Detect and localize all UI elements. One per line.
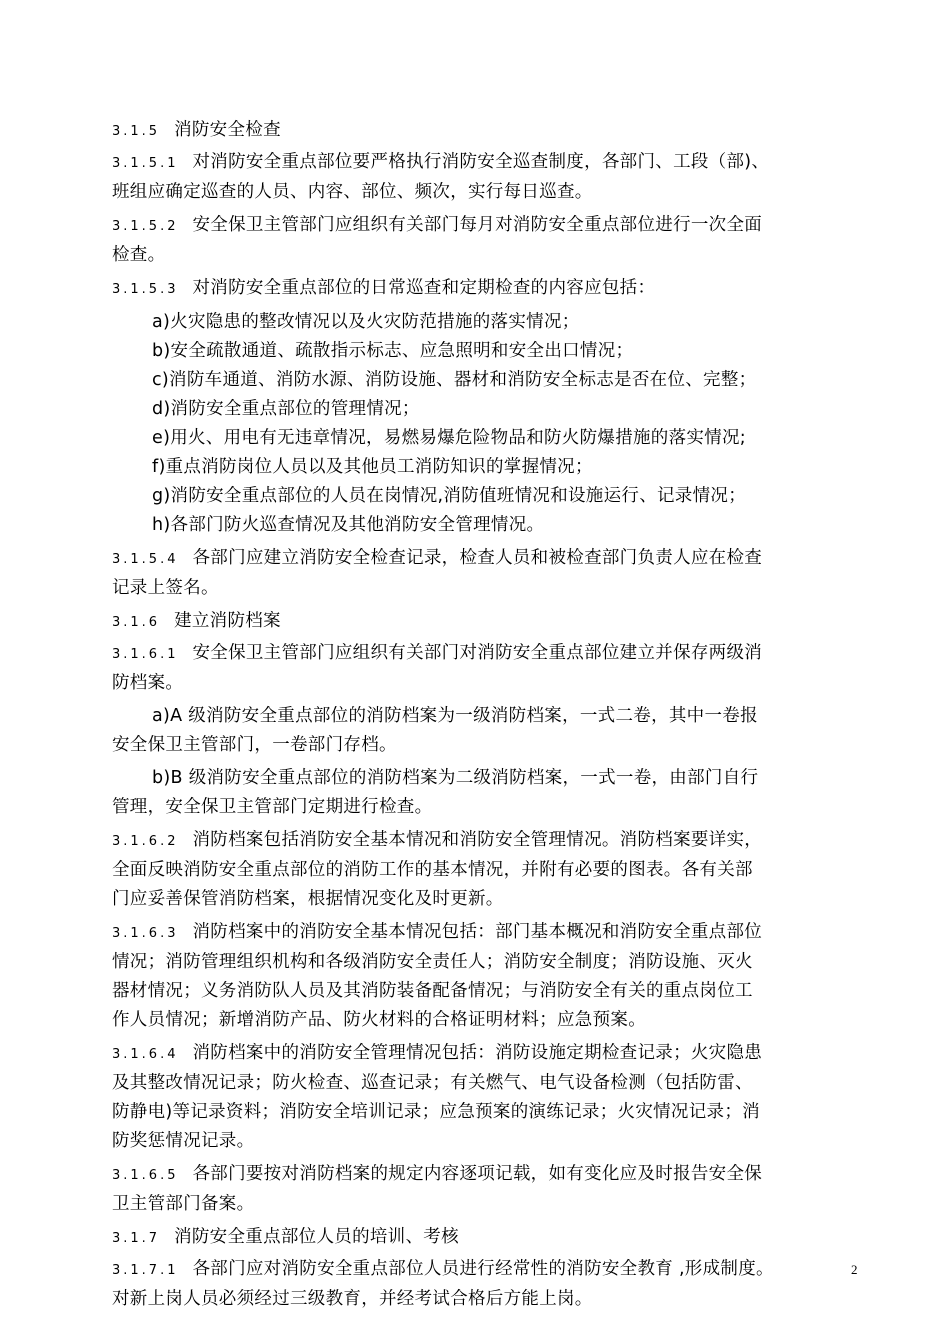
- line-text: 安全保卫主管部门应组织有关部门每月对消防安全重点部位进行一次全面: [192, 215, 763, 235]
- line-text: e)用火、用电有无违章情况，易燃易爆危险物品和防火防爆措施的落实情况;: [152, 428, 746, 448]
- paragraph: [112, 764, 860, 822]
- text-line: [112, 574, 860, 603]
- line-text: 安全保卫主管部门，一卷部门存档。: [112, 735, 397, 755]
- text-line: [112, 731, 860, 760]
- line-text: 防奖惩情况记录。: [112, 1131, 255, 1151]
- document-body: [112, 116, 860, 1318]
- paragraph: [112, 211, 860, 270]
- list-item: [112, 366, 860, 395]
- line-text: 检查。: [112, 245, 166, 265]
- clause-number: 3.1.5.1: [112, 156, 179, 171]
- text-line: [112, 669, 860, 698]
- text-line: [112, 1223, 860, 1253]
- line-text: 消防档案包括消防安全基本情况和消防安全管理情况。消防档案要详实，: [192, 830, 763, 850]
- list-item: [112, 482, 860, 511]
- line-text: b)B 级消防安全重点部位的消防档案为二级消防档案，一式一卷，由部门自行: [152, 768, 759, 788]
- line-text: h)各部门防火巡查情况及其他消防安全管理情况。: [152, 515, 545, 535]
- line-text: 对消防安全重点部位要严格执行消防安全巡查制度，各部门、工段（部)、: [192, 152, 770, 172]
- text-line: [112, 918, 860, 948]
- clause-number: 3.1.5.2: [112, 219, 179, 234]
- text-line: [112, 1039, 860, 1069]
- text-line: [112, 793, 860, 822]
- line-text: 防档案。: [112, 673, 184, 693]
- line-text: 各部门应对消防安全重点部位人员进行经常性的消防安全教育 ,形成制度。: [192, 1259, 774, 1279]
- clause-number: 3.1.5: [112, 124, 161, 139]
- clause-number: 3.1.5.4: [112, 552, 179, 567]
- page-number: 2: [851, 1262, 858, 1277]
- line-text: f)重点消防岗位人员以及其他员工消防知识的掌握情况；: [152, 457, 593, 477]
- line-text: 安全保卫主管部门应组织有关部门对消防安全重点部位建立并保存两级消: [192, 643, 763, 663]
- text-line: [112, 702, 860, 731]
- text-line: [112, 1255, 860, 1285]
- line-text: 器材情况；义务消防队人员及其消防装备配备情况；与消防安全有关的重点岗位工: [112, 981, 753, 1001]
- text-line: [112, 241, 860, 270]
- paragraph: [112, 826, 860, 914]
- clause-number: 3.1.6.2: [112, 834, 179, 849]
- text-line: [112, 274, 860, 304]
- paragraph: [112, 1255, 860, 1314]
- line-text: g)消防安全重点部位的人员在岗情况,消防值班情况和设施运行、记录情况；: [152, 486, 746, 506]
- list-item: [112, 337, 860, 366]
- list-item: [112, 395, 860, 424]
- line-text: a)火灾隐患的整改情况以及火灾防范措施的落实情况；: [152, 312, 580, 332]
- clause-number: 3.1.6.1: [112, 647, 179, 662]
- text-line: [112, 544, 860, 574]
- clause-number: 3.1.6.5: [112, 1168, 179, 1183]
- text-line: [112, 178, 860, 207]
- line-text: 消防安全检查: [174, 120, 281, 140]
- line-text: 防静电)等记录资料；消防安全培训记录；应急预案的演练记录；火灾情况记录；消: [112, 1102, 760, 1122]
- text-line: [112, 639, 860, 669]
- paragraph: [112, 148, 860, 207]
- line-text: 消防档案中的消防安全基本情况包括：部门基本概况和消防安全重点部位: [192, 922, 763, 942]
- list-item: [112, 453, 860, 482]
- clause-number: 3.1.5.3: [112, 282, 179, 297]
- text-line: [112, 1006, 860, 1035]
- text-line: [112, 1069, 860, 1098]
- text-line: [112, 1285, 860, 1314]
- section-heading: [112, 116, 860, 146]
- text-line: [112, 856, 860, 885]
- paragraph: [112, 274, 860, 304]
- paragraph: [112, 1160, 860, 1219]
- line-text: 消防安全重点部位人员的培训、考核: [174, 1227, 459, 1247]
- line-text: 各部门应建立消防安全检查记录，检查人员和被检查部门负责人应在检查: [192, 548, 763, 568]
- paragraph: [112, 1039, 860, 1156]
- item-list: [112, 308, 860, 540]
- paragraph: [112, 918, 860, 1035]
- text-line: [112, 1190, 860, 1219]
- text-line: [112, 977, 860, 1006]
- line-text: 对消防安全重点部位的日常巡查和定期检查的内容应包括：: [192, 278, 656, 298]
- line-text: 全面反映消防安全重点部位的消防工作的基本情况，并附有必要的图表。各有关部: [112, 860, 753, 880]
- text-line: [112, 885, 860, 914]
- list-item: [112, 308, 860, 337]
- paragraph: [112, 544, 860, 603]
- line-text: 记录上签名。: [112, 578, 219, 598]
- text-line: [112, 826, 860, 856]
- clause-number: 3.1.6.3: [112, 926, 179, 941]
- clause-number: 3.1.6: [112, 615, 161, 630]
- paragraph: [112, 702, 860, 760]
- clause-number: 3.1.6.4: [112, 1047, 179, 1062]
- line-text: 管理，安全保卫主管部门定期进行检查。: [112, 797, 433, 817]
- line-text: 作人员情况；新增消防产品、防火材料的合格证明材料；应急预案。: [112, 1010, 646, 1030]
- list-item: [112, 424, 860, 453]
- paragraph: [112, 639, 860, 698]
- line-text: 建立消防档案: [174, 611, 281, 631]
- line-text: 情况；消防管理组织机构和各级消防安全责任人；消防安全制度；消防设施、灭火: [112, 952, 753, 972]
- text-line: [112, 948, 860, 977]
- text-line: [112, 116, 860, 146]
- line-text: c)消防车通道、消防水源、消防设施、器材和消防安全标志是否在位、完整；: [152, 370, 757, 390]
- list-item: [112, 511, 860, 540]
- text-line: [112, 1127, 860, 1156]
- line-text: 班组应确定巡查的人员、内容、部位、频次，实行每日巡查。: [112, 182, 593, 202]
- text-line: [112, 1160, 860, 1190]
- text-line: [112, 764, 860, 793]
- clause-number: 3.1.7: [112, 1231, 161, 1246]
- text-line: [112, 211, 860, 241]
- line-text: b)安全疏散通道、疏散指示标志、应急照明和安全出口情况；: [152, 341, 634, 361]
- line-text: d)消防安全重点部位的管理情况；: [152, 399, 420, 419]
- line-text: 对新上岗人员必须经过三级教育，并经考试合格后方能上岗。: [112, 1289, 593, 1309]
- text-line: [112, 148, 860, 178]
- line-text: a)A 级消防安全重点部位的消防档案为一级消防档案，一式二卷，其中一卷报: [152, 706, 758, 726]
- text-line: [112, 607, 860, 637]
- section-heading: [112, 607, 860, 637]
- text-line: [112, 1098, 860, 1127]
- line-text: 消防档案中的消防安全管理情况包括：消防设施定期检查记录；火灾隐患: [192, 1043, 763, 1063]
- line-text: 各部门要按对消防档案的规定内容逐项记载，如有变化应及时报告安全保: [192, 1164, 763, 1184]
- line-text: 及其整改情况记录；防火检查、巡查记录；有关燃气、电气设备检测（包括防雷、: [112, 1073, 753, 1093]
- line-text: 卫主管部门备案。: [112, 1194, 255, 1214]
- clause-number: 3.1.7.1: [112, 1263, 179, 1278]
- section-heading: [112, 1223, 860, 1253]
- line-text: 门应妥善保管消防档案，根据情况变化及时更新。: [112, 889, 504, 909]
